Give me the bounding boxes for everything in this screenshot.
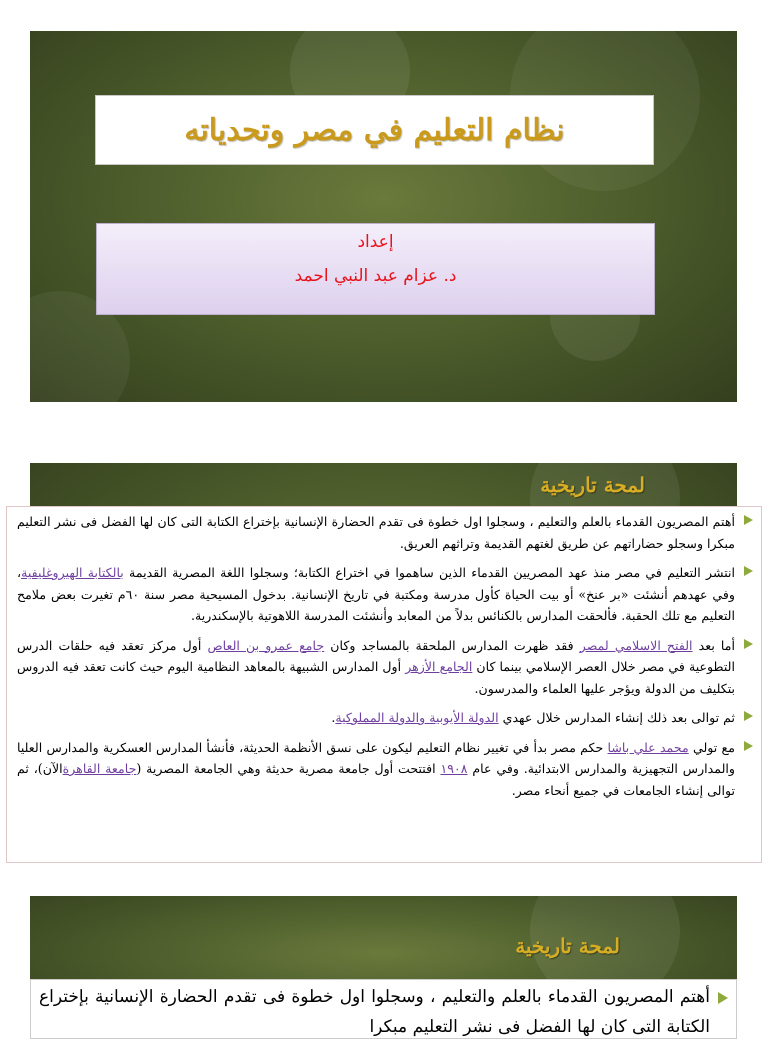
paragraph-text: أهتم المصريون القدماء بالعلم والتعليم ، وسجلوا اول خطوة فى تقدم الحضارة الإنسانية بإختراع الكتابة التى كان لها الفضل فى نشر التعليم مبكرا وسجلو حضاراتهم عن طريق لغتهم القديمة وتراثهم العريق. (17, 514, 735, 551)
triangle-bullet-icon (744, 711, 753, 721)
paragraph-text: ثم توالى بعد ذلك إنشاء المدارس خلال عهدي (498, 710, 735, 725)
triangle-bullet-icon (744, 515, 753, 525)
author-box (96, 223, 655, 315)
triangle-bullet-icon (744, 639, 753, 649)
title-slide (30, 31, 737, 402)
paragraph-text: . (331, 710, 336, 725)
paragraph-text: انتشر التعليم في مصر منذ عهد المصريين القدماء الذين ساهموا في اختراع الكتابة؛ وسجلوا اللغة المصرية القديمة (123, 565, 736, 580)
paragraph-2 (7, 562, 761, 627)
link-cairo-university[interactable]: جامعة القاهرة (62, 761, 137, 776)
paragraph-1 (31, 982, 736, 1039)
link-ayyubid-mamluk[interactable]: الدولة الأيوبية والدولة المملوكية (335, 710, 499, 725)
presentation-title: نظام التعليم في مصر وتحدياته (184, 112, 565, 148)
paragraph-text: أما بعد (692, 637, 735, 653)
slide-heading: لمحة تاريخية (540, 473, 645, 497)
link-muhammad-ali[interactable]: محمد علي باشا (607, 739, 689, 755)
link-year-1908[interactable]: ١٩٠٨ (440, 761, 468, 776)
paragraph-text: مع تولي (688, 739, 735, 755)
paragraph-text: افتتحت أول جامعة مصرية حديثة وهي الجامعة المصرية ( (136, 761, 441, 776)
paragraph-text: أول مركز تعقد فيه حلقات الدرس التطوعية في مصر خلال العصر الإسلامي بينما كان (17, 637, 735, 674)
paragraph-text: ، وفي عهدهم أنشئت «بر عنخ» أو بيت الحياة كأول مدرسة ومكتبة في تاريخ الإنسانية. بدخول المسيحية مصر سنة ٦٠م تغيرت بعض ملامح التعليم مع تلك الحقبة. فألحقت المدارس بالكنائس بدلاً من المعابد وأنشئت المدرسة اللاهوتية بالإسكندرية. (17, 565, 735, 623)
prepared-by-label: إعداد (357, 232, 394, 252)
paragraph-1 (7, 511, 761, 554)
triangle-bullet-icon (744, 566, 753, 576)
history-content-2 (30, 979, 737, 1039)
paragraph-text: حكم مصر بدأ في تغيير نظام التعليم ليكون على نسق الأنظمة الحديثة، فأنشأ المدارس العسكرية والمدارس العليا والمدارس التجهيزية والمدارس الابتدائية. وفي عام (17, 739, 735, 776)
triangle-bullet-icon (718, 992, 728, 1004)
paragraph-3 (7, 635, 761, 700)
paragraph-text: فقد ظهرت المدارس الملحقة بالمساجد وكان (324, 637, 580, 653)
paragraph-text: أهتم المصريون القدماء بالعلم والتعليم ، وسجلوا اول خطوة فى تقدم الحضارة الإنسانية بإختراع الكتابة التى كان لها الفضل فى نشر التعليم مبكرا (39, 987, 710, 1037)
history-content (6, 506, 762, 863)
link-islamic-conquest[interactable]: الفتح الاسلامي لمصر (579, 637, 693, 653)
paragraph-text: أول المدارس الشبيهة بالمعاهد النظامية اليوم حيث كانت تعقد فيه الدروس بتكليف من الدولة ويؤجر عليها العلماء والمدرسون. (17, 659, 735, 696)
link-al-azhar[interactable]: الجامع الأزهر (405, 659, 473, 674)
paragraph-text: الآن)، ثم توالى إنشاء الجامعات في جميع أنحاء مصر. (17, 761, 735, 798)
link-amr-mosque[interactable]: جامع عمرو بن العاص (207, 637, 325, 653)
triangle-bullet-icon (744, 741, 753, 751)
title-box (95, 95, 654, 165)
author-name: د. عزام عبد النبي احمد (294, 266, 457, 286)
slide-heading: لمحة تاريخية (515, 934, 620, 958)
paragraph-4 (7, 707, 761, 729)
link-hieroglyphic[interactable]: بالكتابة الهيروغليفية (21, 565, 124, 580)
paragraph-5 (7, 737, 761, 802)
